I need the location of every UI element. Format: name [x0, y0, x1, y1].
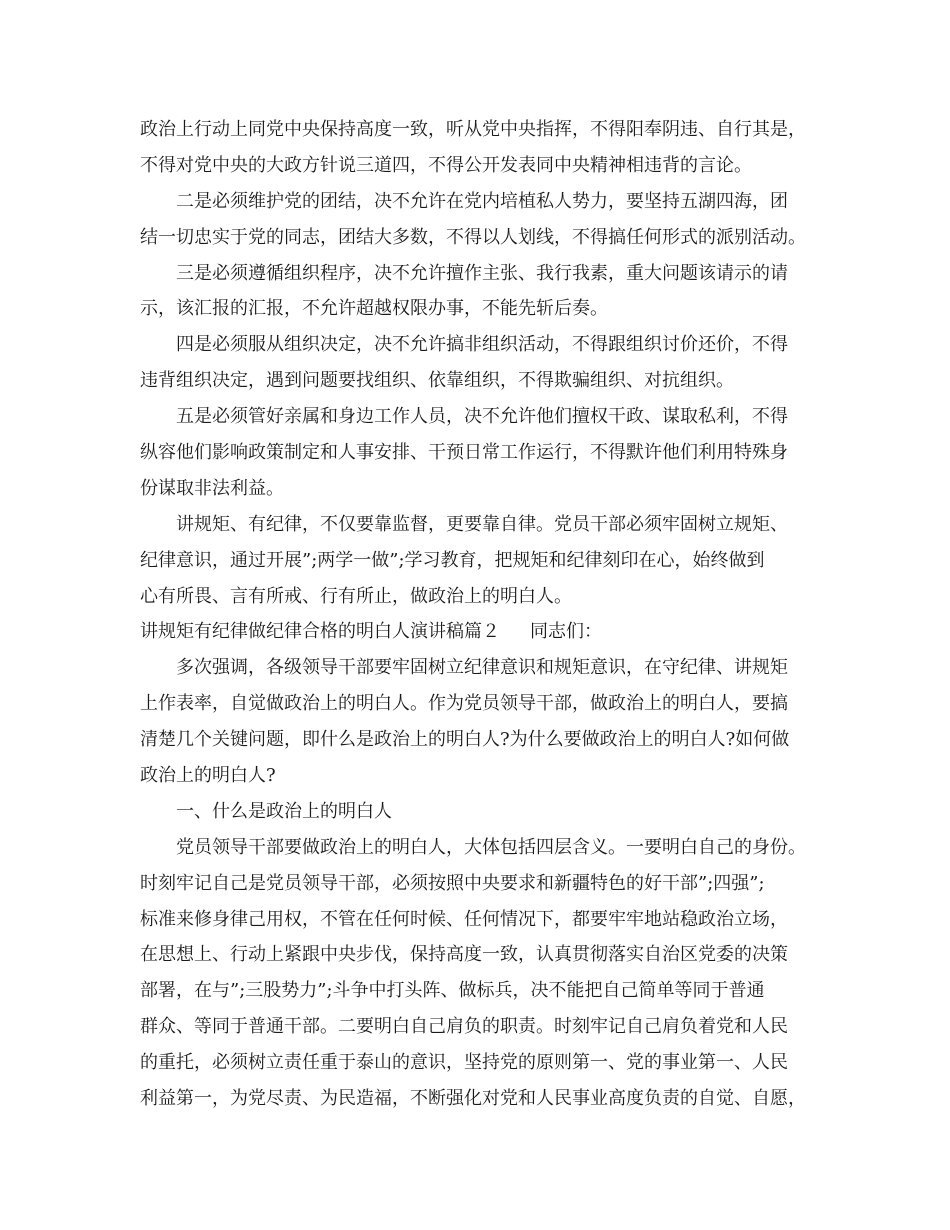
text-line: 示，该汇报的汇报，不允许超越权限办事，不能先斩后奏。 — [140, 298, 608, 320]
speech-title: 讲规矩有纪律做纪律合格的明白人演讲稿篇２ — [140, 621, 500, 643]
text-line: 二是必须维护党的团结，决不允许在党内培植私人势力，要坚持五湖四海，团 — [176, 190, 788, 212]
text-line: 五是必须管好亲属和身边工作人员，决不允许他们擅权干政、谋取私利，不得 — [176, 406, 788, 428]
text-line: 利益第一，为党尽责、为民造福，不断强化对党和人民事业高度负责的自觉、自愿， — [140, 1088, 806, 1110]
text-line: 群众、等同于普通干部。二要明白自己肩负的职责。时刻牢记自己肩负着党和人民 — [140, 1016, 788, 1038]
text-line: 纵容他们影响政策制定和人事安排、干预日常工作运行，不得默许他们利用特殊身 — [140, 442, 788, 464]
text-section-1 — [140, 112, 822, 614]
text-line: 在思想上、行动上紧跟中央步伐，保持高度一致，认真贯彻落实自治区党委的决策 — [140, 944, 788, 966]
text-line: 部署，在与”;三股势力”;斗争中打头阵、做标兵，决不能把自己简单等同于普通 — [140, 980, 765, 1002]
text-line: 清楚几个关键问题，即什么是政治上的明白人?为什么要做政治上的明白人?如何做 — [140, 729, 790, 751]
text-line: 政治上行动上同党中央保持高度一致，听从党中央指挥，不得阳奉阴违、自行其是， — [140, 119, 806, 140]
text-line: 政治上的明白人? — [140, 765, 276, 787]
text-line: 标准来修身律己用权，不管在任何时候、任何情况下，都要牢牢地站稳政治立场， — [140, 908, 788, 930]
text-line: 一、什么是政治上的明白人 — [176, 800, 392, 822]
text-line: 纪律意识，通过开展”;两学一做”;学习教育，把规矩和纪律刻印在心，始终做到 — [140, 549, 765, 571]
text-line: 的重托，必须树立责任重于泰山的意识，坚持党的原则第一、党的事业第一、人民 — [140, 1052, 788, 1074]
salutation: 同志们： — [530, 621, 602, 643]
document-body — [140, 112, 822, 1117]
text-line: 讲规矩、有纪律，不仅要靠监督，更要靠自律。党员干部必须牢固树立规矩、 — [176, 513, 788, 535]
text-line: 上作表率，自觉做政治上的明白人。作为党员领导干部，做政治上的明白人，要搞 — [140, 693, 788, 715]
text-line: 三是必须遵循组织程序，决不允许擅作主张、我行我素，重大问题该请示的请 — [176, 262, 788, 284]
text-section-2 — [140, 650, 822, 1117]
text-line: 四是必须服从组织决定，决不允许搞非组织活动，不得跟组织讨价还价，不得 — [176, 334, 788, 356]
section-heading-line — [140, 614, 822, 650]
text-line: 违背组织决定，遇到问题要找组织、依靠组织，不得欺骗组织、对抗组织。 — [140, 370, 734, 392]
text-line: 多次强调，各级领导干部要牢固树立纪律意识和规矩意识，在守纪律、讲规矩 — [176, 657, 788, 679]
text-line: 心有所畏、言有所戒、行有所止，做政治上的明白人。 — [140, 585, 572, 607]
text-line: 份谋取非法利益。 — [140, 477, 284, 499]
text-line: 结一切忠实于党的同志，团结大多数，不得以人划线，不得搞任何形式的派别活动。 — [140, 226, 806, 248]
text-line: 党员领导干部要做政治上的明白人，大体包括四层含义。一要明白自己的身份。 — [176, 836, 806, 858]
text-line: 不得对党中央的大政方针说三道四，不得公开发表同中央精神相违背的言论。 — [140, 154, 752, 176]
text-line: 时刻牢记自己是党员领导干部，必须按照中央要求和新疆特色的好干部”;四强”; — [140, 872, 765, 894]
